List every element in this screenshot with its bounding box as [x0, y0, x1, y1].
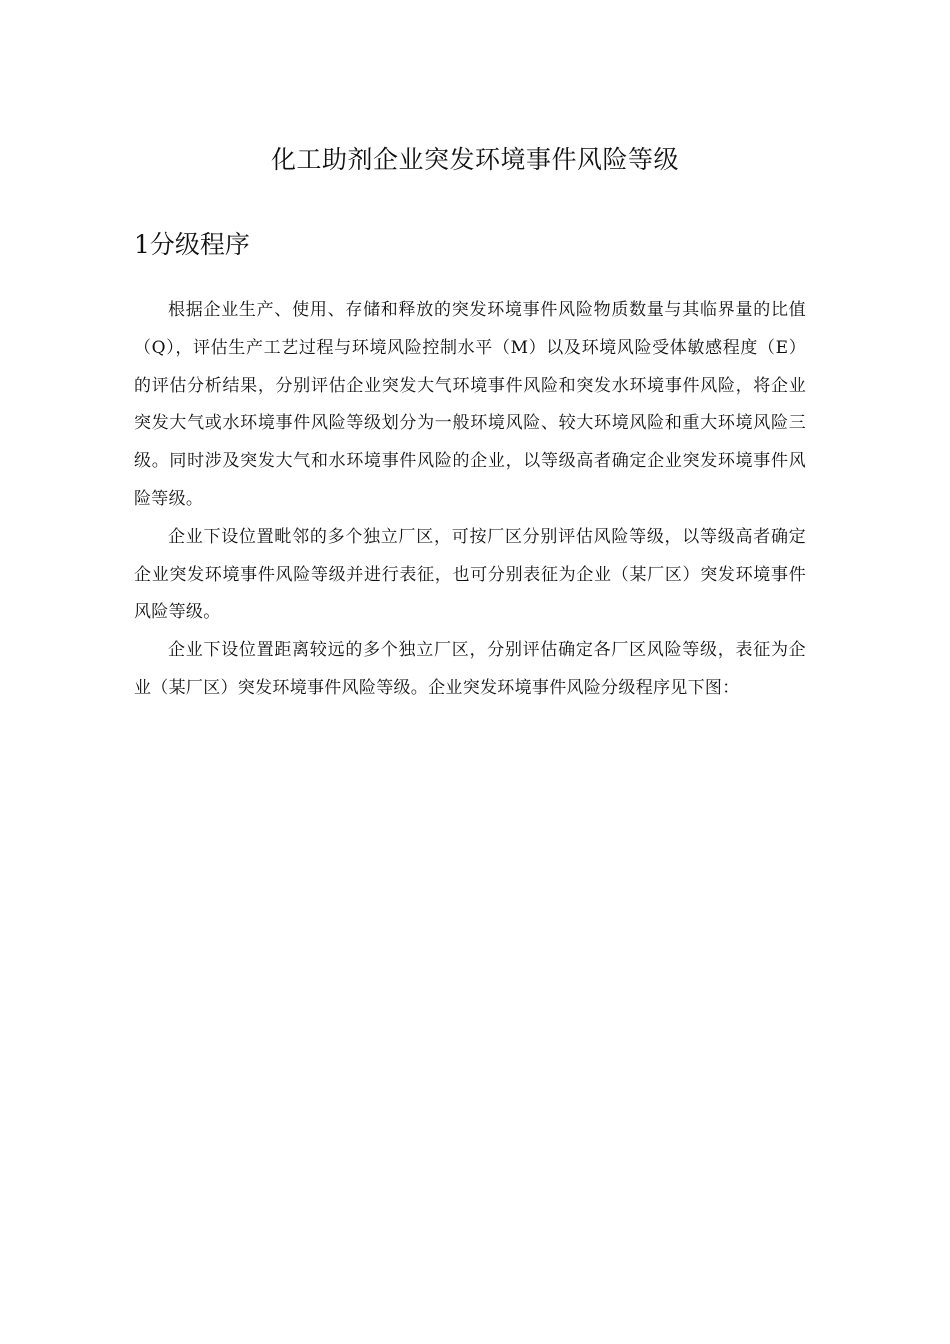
body-text: [134, 292, 806, 708]
paragraph-distant-plants: 企业下设位置距离较远的多个独立厂区，分别评估确定各厂区风险等级，表征为企业（某厂区）突发环境事件风险等级。企业突发环境事件风险分级程序见下图：: [134, 640, 806, 698]
paragraph-risk-classification: 根据企业生产、使用、存储和释放的突发环境事件风险物质数量与其临界量的比值（Q），评估生产工艺过程与环境风险控制水平（M）以及环境风险受体敏感程度（E）的评估分析结果，分别评估企业突发大气环境事件风险和突发水环境事件风险，将企业突发大气或水环境事件风险等级划分为一般环境风险、较大环境风险和重大环境风险三级。同时涉及突发大气和水环境事件风险的企业，以等级高者确定企业突发环境事件风险等级。: [134, 300, 806, 509]
section-heading: 1分级程序: [134, 230, 250, 259]
document-title: 化工助剂企业突发环境事件风险等级: [270, 145, 679, 174]
paragraph-adjacent-plants: 企业下设位置毗邻的多个独立厂区，可按厂区分别评估风险等级，以等级高者确定企业突发环境事件风险等级并进行表征，也可分别表征为企业（某厂区）突发环境事件风险等级。: [134, 526, 806, 623]
